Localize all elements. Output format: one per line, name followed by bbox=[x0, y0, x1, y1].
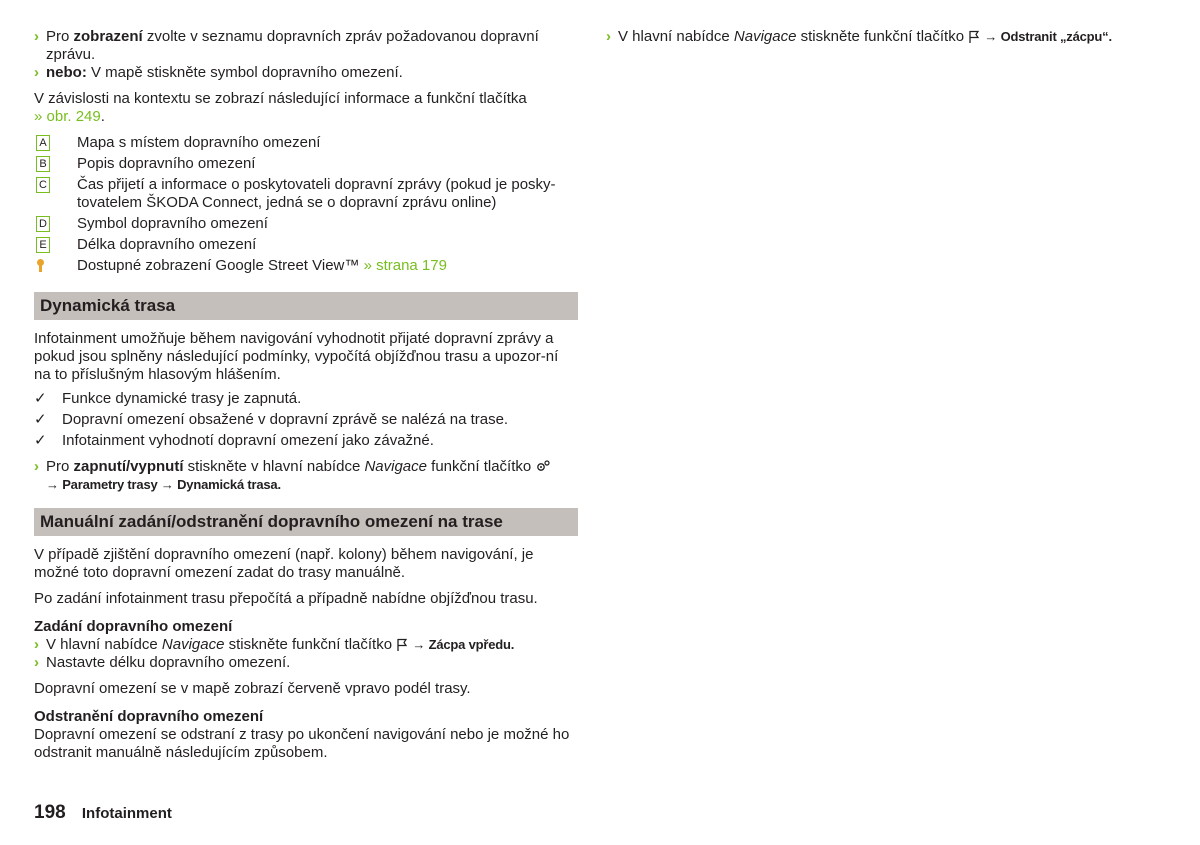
check-icon: ✓ bbox=[34, 411, 47, 428]
legend-key: C bbox=[36, 177, 50, 193]
legend-item-streetview: Dostupné zobrazení Google Street View™ » strana 179 bbox=[34, 257, 578, 275]
context-paragraph: V závislosti na kontextu se zobrazí následující informace a funkční tlačítka » obr. 249. bbox=[34, 90, 527, 125]
section-body: Po zadání infotainment trasu přepočítá a případně nabídne objížďnou trasu. bbox=[34, 590, 538, 607]
legend-key: B bbox=[36, 156, 50, 172]
chevron-right-icon: › bbox=[34, 654, 39, 671]
subheading: Odstranění dopravního omezení bbox=[34, 708, 264, 725]
check-icon: ✓ bbox=[34, 390, 47, 407]
step-remove-jam: › V hlavní nabídce Navigace stiskněte funkční tlačítko → Odstranit „zácpu“. bbox=[606, 28, 1112, 45]
section-body: V případě zjištění dopravního omezení (např. kolony) během navigování, je možné toto dopravní omezení zadat do trasy manuálně. bbox=[34, 546, 534, 581]
checklist bbox=[34, 390, 578, 450]
page-footer bbox=[34, 804, 172, 823]
section-heading: Manuální zadání/odstranění dopravního omezení na trase bbox=[34, 508, 578, 536]
legend-item: E Délka dopravního omezení bbox=[34, 236, 578, 254]
flag-icon bbox=[396, 638, 408, 651]
section-body: Dopravní omezení se odstraní z trasy po ukončení navigování nebo je možné ho odstranit manuálně následujícím způsobem. bbox=[34, 726, 570, 761]
right-column bbox=[606, 28, 1166, 46]
step-set-length: › Nastavte délku dopravního omezení. bbox=[34, 654, 291, 671]
chevron-right-icon: › bbox=[34, 28, 39, 45]
section-heading: Dynamická trasa bbox=[34, 292, 578, 320]
chevron-right-icon: › bbox=[34, 64, 39, 81]
step-or-map: › nebo: V mapě stiskněte symbol dopravního omezení. bbox=[34, 64, 403, 81]
legend-item: C Čas přijetí a informace o poskytovateli dopravní zprávy (pokud je posky-tovatelem ŠKODA Connect, jedná se o dopravní zprávu online) bbox=[34, 176, 578, 212]
subheading: Zadání dopravního omezení bbox=[34, 618, 233, 635]
left-column bbox=[34, 28, 578, 762]
section-body: Infotainment umožňuje během navigování vyhodnotit přijaté dopravní zprávy a pokud jsou splněny následující podmínky, vypočítá objížďnou trasu a upozor-ní na to příslušným hlasovým hlášením. bbox=[34, 330, 559, 383]
pegman-icon bbox=[36, 259, 45, 273]
check-item: ✓ Funkce dynamické trasy je zapnutá. bbox=[34, 390, 302, 407]
gear-icon bbox=[535, 459, 551, 473]
legend-item: A Mapa s místem dopravního omezení bbox=[34, 134, 578, 152]
figure-link[interactable]: » obr. 249 bbox=[34, 108, 101, 125]
legend-list bbox=[34, 134, 578, 275]
page-number: 198 bbox=[34, 802, 66, 823]
check-item: ✓ Infotainment vyhodnotí dopravní omezení jako závažné. bbox=[34, 432, 434, 449]
legend-key: E bbox=[36, 237, 50, 253]
check-item: ✓ Dopravní omezení obsažené v dopravní zprávě se nalézá na trase. bbox=[34, 411, 509, 428]
chevron-right-icon: › bbox=[34, 458, 39, 475]
section-body: Dopravní omezení se v mapě zobrazí červeně vpravo podél trasy. bbox=[34, 680, 471, 697]
chapter-title: Infotainment bbox=[81, 805, 172, 822]
legend-item: B Popis dopravního omezení bbox=[34, 155, 578, 173]
step-add-jam: › V hlavní nabídce Navigace stiskněte funkční tlačítko → Zácpa vpředu. bbox=[34, 636, 515, 653]
page-link[interactable]: » strana 179 bbox=[363, 257, 447, 274]
step-toggle-dynamic-route: › Pro zapnutí/vypnutí stiskněte v hlavní nabídce Navigace funkční tlačítko → Parametry trasy → Dynamická trasa. bbox=[34, 458, 578, 494]
chevron-right-icon: › bbox=[34, 636, 39, 653]
check-icon: ✓ bbox=[34, 432, 47, 449]
legend-item: D Symbol dopravního omezení bbox=[34, 215, 578, 233]
flag-icon bbox=[968, 30, 980, 43]
legend-key: A bbox=[36, 135, 50, 151]
chevron-right-icon: › bbox=[606, 28, 611, 45]
step-show-report: › Pro zobrazení zvolte v seznamu dopravních zpráv požadovanou dopravní zprávu. bbox=[34, 28, 539, 63]
legend-key: D bbox=[36, 216, 50, 232]
